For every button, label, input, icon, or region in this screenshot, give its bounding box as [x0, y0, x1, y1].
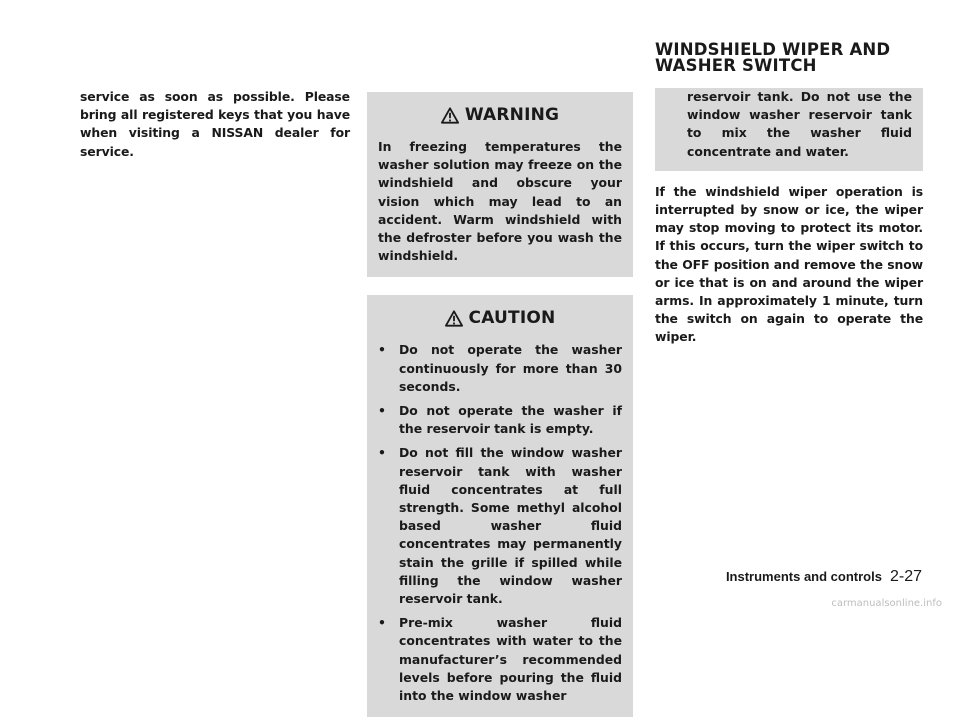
bullet: • [378, 342, 386, 358]
warning-title: WARNING [464, 105, 560, 125]
left-column [80, 88, 350, 161]
list-item [378, 402, 622, 438]
caution-box-continued [655, 88, 923, 171]
caution-box [367, 295, 633, 717]
warning-box [367, 92, 633, 277]
warning-text: In freezing temperatures the washer solution may freeze on the windshield and obscure your vision which may lead to an accident. Warm windshield with the defroster before you wash the windshield. [378, 139, 622, 264]
bullet: • [378, 445, 386, 461]
warning-header [378, 100, 622, 130]
caution-continued-text: reservoir tank. Do not use the window washer reservoir tank to mix the washer fluid concentrate and water. [687, 89, 912, 159]
section-title: WINDSHIELD WIPER AND WASHER SWITCH [655, 40, 891, 75]
wiper-paragraph: If the windshield wiper operation is interrupted by snow or ice, the wiper may stop moving to protect its motor. If this occurs, turn the wiper switch to the OFF position and remove the snow or ice that is on and around the wiper arms. In approximately 1 minute, turn the switch on again to operate the wiper. [655, 183, 923, 345]
bullet: • [378, 615, 386, 631]
list-item [378, 444, 622, 608]
warning-triangle-icon [441, 107, 459, 124]
footer-section-name: Instruments and controls [725, 569, 882, 584]
watermark: carmanualsonline.info [831, 598, 942, 609]
list-item [378, 341, 622, 396]
right-column [655, 42, 923, 347]
bullet: • [378, 403, 386, 419]
caution-item-text: Pre-mix washer fluid concentrates with water to the manufacturer’s recommended levels before pouring the fluid into the window washer [399, 615, 622, 704]
page-footer [726, 568, 922, 586]
caution-item-text: Do not operate the washer continuously for more than 30 seconds. [399, 342, 622, 394]
middle-column [367, 92, 633, 717]
caution-header [378, 303, 622, 333]
list-item [378, 614, 622, 705]
left-paragraph: service as soon as possible. Please bring all registered keys that you have when visiting a NISSAN dealer for service. [80, 89, 350, 159]
caution-item-text: Do not fill the window washer reservoir tank with washer fluid concentrates at full strength. Some methyl alcohol based washer fluid concentrates may permanently stain the grille if spilled while filling the window washer reservoir tank. [399, 445, 622, 607]
warning-triangle-icon [445, 310, 463, 327]
page-number: 2-27 [889, 568, 922, 585]
caution-list [378, 341, 622, 705]
caution-title: CAUTION [468, 308, 556, 329]
caution-item-text: Do not operate the washer if the reservoir tank is empty. [399, 403, 622, 437]
